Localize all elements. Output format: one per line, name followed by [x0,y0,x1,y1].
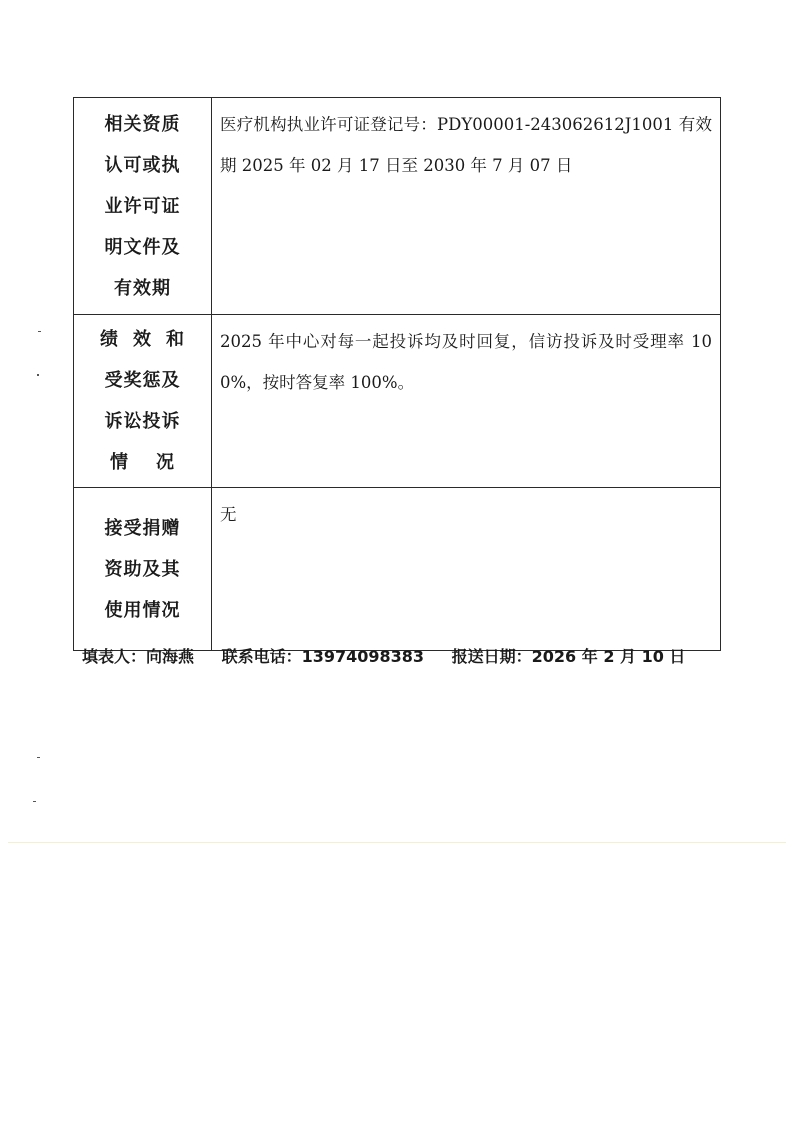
scan-speck [33,801,36,802]
row-label-line: 受奖惩及 [104,370,181,391]
form-footer [82,644,742,670]
license-value: 医疗机构执业许可证登记号：PDY00001-243062612J1001 有效期 2025 年 02 月 17 日至 2030 年 7 月 07 日 [212,98,721,315]
row-label-line: 认可或执 [104,154,181,176]
row-label-line: 诉讼投诉 [104,411,181,432]
scan-artifact-line [8,842,786,843]
row-label-line: 业许可证 [104,195,181,217]
table-row-performance [74,315,721,488]
scan-speck [38,331,41,332]
row-label-line: 相关资质 [104,113,181,135]
table-row-license [74,98,721,315]
report-date: 报送日期：2026 年 2 月 10 日 [451,647,686,666]
row-label-line: 有效期 [114,277,171,299]
performance-label-cell [74,315,212,488]
table-row-donation [74,488,721,651]
info-table [73,97,721,651]
filler-name: 填表人：向海燕 [82,647,195,666]
row-label-line: 情况 [110,452,175,473]
row-label-line: 使用情况 [104,599,181,621]
donation-label-cell [74,488,212,651]
contact-phone: 联系电话：13974098383 [221,647,425,666]
scan-speck [37,757,40,758]
row-label-line: 接受捐赠 [104,517,181,539]
license-label-cell [74,98,212,315]
performance-value: 2025 年中心对每一起投诉均及时回复，信访投诉及时受理率 100%，按时答复率 100%。 [212,315,721,488]
row-label-line: 绩效和 [100,329,185,350]
row-label-line: 资助及其 [104,558,181,580]
donation-value: 无 [212,488,721,651]
row-label-line: 明文件及 [104,236,181,258]
scan-speck [37,374,39,376]
